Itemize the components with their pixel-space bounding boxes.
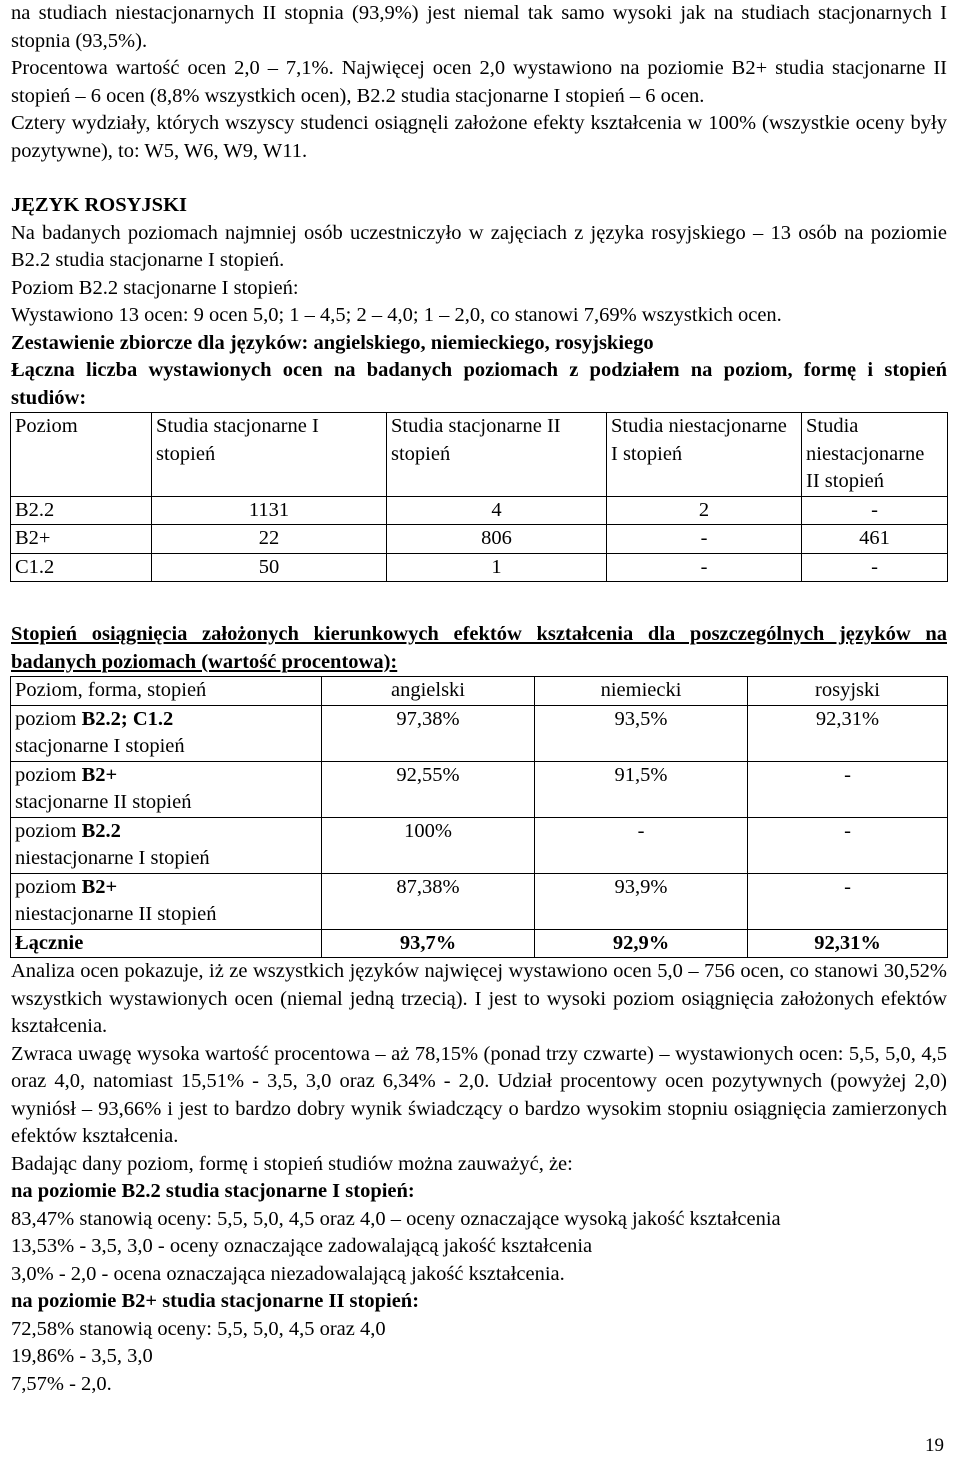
table-header-cell: rosyjski [748, 677, 948, 706]
table-cell: 92,9% [535, 929, 748, 958]
paragraph: Cztery wydziały, których wszyscy studenci osiągnęli założone efekty kształcenia w 100% (wszystkie oceny były pozytywne), to: W5, W6, W9, W11. [11, 112, 947, 162]
document-page [11, 0, 947, 1398]
level-name: B2+ [81, 763, 118, 786]
paragraph: Procentowa wartość ocen 2,0 – 7,1%. Najwięcej ocen 2,0 wystawiono na poziomie B2+ studia stacjonarne II stopień – 6 ocen (8,8% wszystkich ocen), B2.2 studia stacjonarne I stopień – 6 ocen. [11, 57, 947, 107]
table-cell: 87,38% [322, 873, 535, 929]
table-row [11, 553, 948, 582]
study-form: niestacjonarne I stopień [15, 847, 210, 869]
table-cell [11, 817, 322, 873]
table-cell [11, 705, 322, 761]
table-cell: C1.2 [11, 553, 152, 582]
table-cell: 461 [802, 525, 948, 554]
paragraph: Analiza ocen pokazuje, iż ze wszystkich języków najwięcej wystawiono ocen 5,0 – 756 ocen, co stanowi 30,52% wszystkich wystawionych ocen (niemal jedną trzecią). I jest to wysoki poziom osiągnięcia założonych efektów kształcenia. [11, 960, 947, 1037]
list-line: 19,86% - 3,5, 3,0 [11, 1345, 153, 1367]
level-prefix: poziom [15, 707, 82, 730]
section-heading-effects: Stopień osiągnięcia założonych kierunkowych efektów kształcenia dla poszczególnych języków na badanych poziomach (wartość procentowa): [11, 623, 947, 673]
table-cell: 2 [607, 496, 802, 525]
table-cell: 97,38% [322, 705, 535, 761]
table-cell: 4 [387, 496, 607, 525]
paragraph: Badając dany poziom, formę i stopień studiów można zauważyć, że: [11, 1152, 573, 1175]
level-name: B2.2 [81, 819, 121, 842]
table-cell: B2+ [11, 525, 152, 554]
table-header-cell: niemiecki [535, 677, 748, 706]
table-header-cell: Studia niestacjonarne II stopień [802, 413, 948, 497]
table-cell [11, 873, 322, 929]
paragraph: Na badanych poziomach najmniej osób uczestniczyło w zajęciach z języka rosyjskiego – 13 osób na poziomie B2.2 studia stacjonarne I stopień. [11, 221, 947, 271]
table-cell: - [607, 525, 802, 554]
table-cell: 92,31% [748, 929, 948, 958]
table-cell: 1 [387, 553, 607, 582]
table-header-cell: Studia niestacjonarne I stopień [607, 413, 802, 497]
level-prefix: poziom [15, 819, 82, 842]
section-heading-summary: Zestawienie zbiorcze dla języków: angielskiego, niemieckiego, rosyjskiego [11, 331, 654, 354]
table-cell [11, 761, 322, 817]
section-subheading: Łączna liczba wystawionych ocen na badanych poziomach z podziałem na poziom, formę i stopień studiów: [11, 359, 947, 409]
table-cell: - [535, 817, 748, 873]
level-prefix: poziom [15, 875, 82, 898]
table-cell: 806 [387, 525, 607, 554]
list-line: 13,53% - 3,5, 3,0 - oceny oznaczające zadowalającą jakość kształcenia [11, 1235, 593, 1257]
table-header-cell: Studia stacjonarne II stopień [387, 413, 607, 497]
paragraph: Wystawiono 13 ocen: 9 ocen 5,0; 1 – 4,5; 2 – 4,0; 1 – 2,0, co stanowi 7,69% wszystkich ocen. [11, 304, 782, 326]
table-row [11, 817, 948, 873]
table-cell: - [607, 553, 802, 582]
table-cell: - [802, 553, 948, 582]
list-line: 7,57% - 2,0. [11, 1372, 112, 1395]
table-total-row [11, 929, 948, 958]
level-name: B2.2; C1.2 [81, 707, 174, 730]
table-header-row [11, 677, 948, 706]
level-name: B2+ [81, 875, 118, 898]
table-row [11, 761, 948, 817]
page-number: 19 [925, 1435, 944, 1456]
study-form: niestacjonarne II stopień [15, 903, 217, 925]
table-cell: 93,9% [535, 873, 748, 929]
table-cell: 50 [152, 553, 387, 582]
table-cell: B2.2 [11, 496, 152, 525]
table-cell: 22 [152, 525, 387, 554]
study-form: stacjonarne I stopień [15, 735, 185, 757]
list-line: 72,58% stanowią oceny: 5,5, 5,0, 4,5 oraz 4,0 [11, 1317, 386, 1340]
grades-count-table [10, 412, 948, 582]
table-cell: 92,31% [748, 705, 948, 761]
table-row [11, 496, 948, 525]
table-header-cell: Poziom [11, 413, 152, 497]
table-cell: - [802, 496, 948, 525]
list-line: 3,0% - 2,0 - ocena oznaczająca niezadowalającą jakość kształcenia. [11, 1262, 565, 1285]
table-cell: 1131 [152, 496, 387, 525]
table-cell: 92,55% [322, 761, 535, 817]
study-form: stacjonarne II stopień [15, 791, 192, 813]
table-row [11, 873, 948, 929]
table-cell: - [748, 817, 948, 873]
section-heading-russian: JĘZYK ROSYJSKI [11, 194, 188, 216]
paragraph: na studiach niestacjonarnych II stopnia (93,9%) jest niemal tak samo wysoki jak na studiach stacjonarnych I stopnia (93,5%). [11, 2, 947, 52]
subsection-heading: na poziomie B2+ studia stacjonarne II stopień: [11, 1290, 420, 1312]
paragraph: Zwraca uwagę wysoka wartość procentowa – aż 78,15% (ponad trzy czwarte) – wystawionych ocen: 5,5, 5,0, 4,5 oraz 4,0, natomiast 15,51% - 3,5, 3,0 oraz 6,34% - 2,0. Udział procentowy ocen pozytywnych (powyżej 2,0) wyniósł – 93,66% i jest to bardzo dobry wynik świadczący o bardzo wysokim stopniu osiągnięcia zamierzonych efektów kształcenia. [11, 1042, 947, 1147]
table-cell: 93,7% [322, 929, 535, 958]
table-row [11, 705, 948, 761]
subsection-heading: na poziomie B2.2 studia stacjonarne I stopień: [11, 1180, 415, 1202]
paragraph: Poziom B2.2 stacjonarne I stopień: [11, 276, 299, 299]
table-row [11, 525, 948, 554]
effects-percentage-table [10, 676, 948, 958]
table-header-cell: Poziom, forma, stopień [11, 677, 322, 706]
table-cell: Łącznie [11, 929, 322, 958]
level-prefix: poziom [15, 763, 82, 786]
table-cell: 91,5% [535, 761, 748, 817]
table-cell: 100% [322, 817, 535, 873]
list-line: 83,47% stanowią oceny: 5,5, 5,0, 4,5 oraz 4,0 – oceny oznaczające wysoką jakość kształcenia [11, 1207, 781, 1230]
table-header-row [11, 413, 948, 497]
table-header-cell: Studia stacjonarne I stopień [152, 413, 387, 497]
table-cell: - [748, 761, 948, 817]
table-header-cell: angielski [322, 677, 535, 706]
table-cell: 93,5% [535, 705, 748, 761]
table-cell: - [748, 873, 948, 929]
